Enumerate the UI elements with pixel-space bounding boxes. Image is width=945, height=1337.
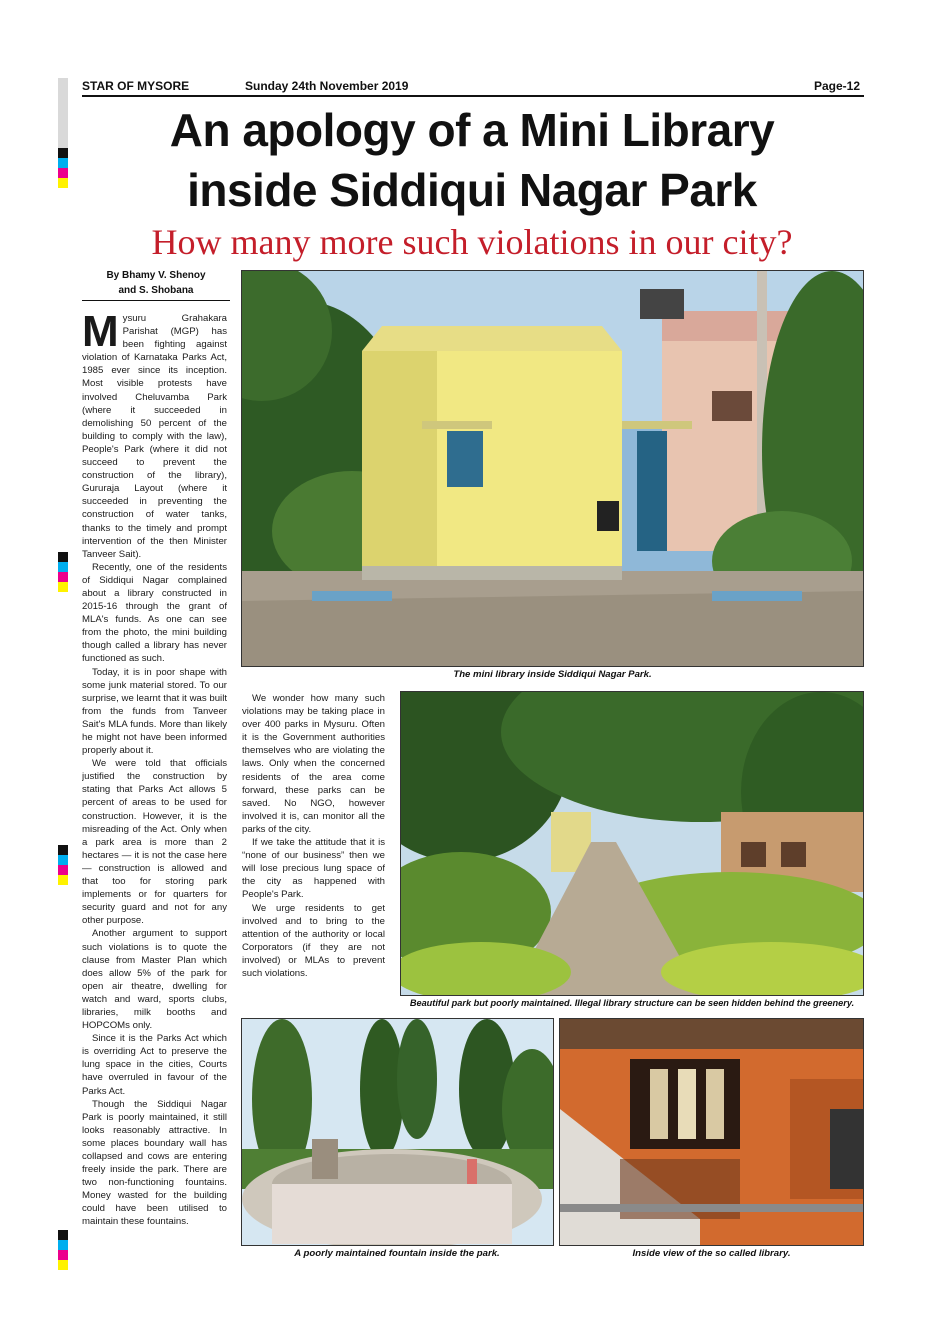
paragraph-5: Another argument to support such violations is to quote the clause from Master Plan which does allow 5% of the park for open air theatre, dwelling for watch and ward, sports clubs, libraries, milk booths and HOPCOMs only.: [82, 928, 227, 1032]
byline-rule: [82, 300, 230, 301]
publication-name: STAR OF MYSORE: [82, 79, 190, 93]
paragraph-3: Today, it is in poor shape with some junk material stored. To our surprise, we learnt that it was built from the funds from Tanveer Sait's MLA funds. More than likely he might not have been informed properly about it.: [82, 666, 227, 757]
article-column-2: [242, 692, 385, 1014]
byline-author-2: and S. Shobana: [118, 285, 194, 296]
header-rule: [82, 95, 864, 97]
paragraph-6: Since it is the Parks Act which is overriding Act to preserve the lung space in the cities, Courts have overruled in favour of the Parks Act.: [82, 1033, 227, 1097]
caption-photo-3: A poorly maintained fountain inside the park.: [294, 1248, 500, 1259]
caption-photo-1: The mini library inside Siddiqui Nagar Park.: [453, 669, 652, 680]
paragraph-4: We were told that officials justified the construction by stating that Parks Act allows 5 percent of areas to be used for construction. However, it is the misreading of the Act. Only when a park area is more than 2 hectares — it is not the case here — construction is allowed and that too for storing park implements or for quarters for security guard and not for any other purpose.: [82, 758, 227, 927]
page-number: Page-12: [814, 79, 861, 93]
issue-date: Sunday 24th November 2019: [245, 79, 409, 93]
photo-park-path: [400, 691, 864, 996]
article-column-1: [82, 312, 227, 1270]
byline: [82, 268, 230, 298]
paragraph-9: If we take the attitude that it is “none of our business” then we will lose precious lung space of the city as happened with People's Park.: [242, 837, 385, 901]
headline-line-2: inside Siddiqui Nagar Park: [187, 164, 757, 216]
subheadline: How many more such violations in our city?: [151, 222, 793, 262]
byline-author-1: By Bhamy V. Shenoy: [106, 270, 206, 281]
registration-marks-bottom: [58, 1230, 68, 1270]
photo-fountain: [241, 1018, 554, 1246]
paragraph-2: Recently, one of the residents of Siddiqui Nagar complained about a library constructed in 2015-16 through the grant of MLA's funds. As one can see from the photo, the mini building though called a library has never functioned as such.: [82, 561, 227, 665]
paragraph-7: Though the Siddiqui Nagar Park is poorly maintained, it still looks reasonably attractive. In some places boundary wall has collapsed and cows are entering freely inside the park. There are two non-functioning fountains. Money wasted for the building could have been utilised to maintain these fountains.: [82, 1098, 227, 1228]
caption-photo-4: Inside view of the so called library.: [632, 1248, 791, 1259]
photo-library-interior: [559, 1018, 864, 1246]
paragraph-8: We wonder how many such violations may be taking place in over 400 parks in Mysuru. Often it is the Government authorities themselves who are violating the laws. Only when the concerned residents of the area come forward, these parks can be saved. No NGO, however involved it is, can monitor all the parks of the city.: [242, 693, 385, 835]
caption-photo-2: Beautiful park but poorly maintained. Illegal library structure can be seen hidden behind the greenery.: [409, 998, 855, 1008]
dropcap: M: [82, 312, 119, 356]
registration-marks-lower: [58, 845, 68, 885]
photo-mini-library: [241, 270, 864, 667]
paragraph-1: Mysuru Grahakara Parishat (MGP) has been fighting against violation of Karnataka Parks Act, 1985 ever since its inception. Most visible protests have involved Cheluvamba Park (where it succeeded in demolishing 50 percent of the building to comply with the law), People's Park (where it did not succeed to prevent the construction of the library), Gururaja Layout (where it succeeded in preventing the construction of water tanks, thanks to the timely and prompt intervention of the then Minister Tanveer Sait).: [82, 312, 227, 560]
registration-marks-top: [58, 148, 68, 188]
registration-gray-bar: [58, 78, 68, 148]
paragraph-10: We urge residents to get involved and to bring to the attention of the authority or local Corporators (if they are not involved) or MLAs to prevent such violations.: [242, 902, 385, 979]
registration-marks-middle: [58, 552, 68, 592]
headline-line-1: An apology of a Mini Library: [169, 104, 775, 156]
